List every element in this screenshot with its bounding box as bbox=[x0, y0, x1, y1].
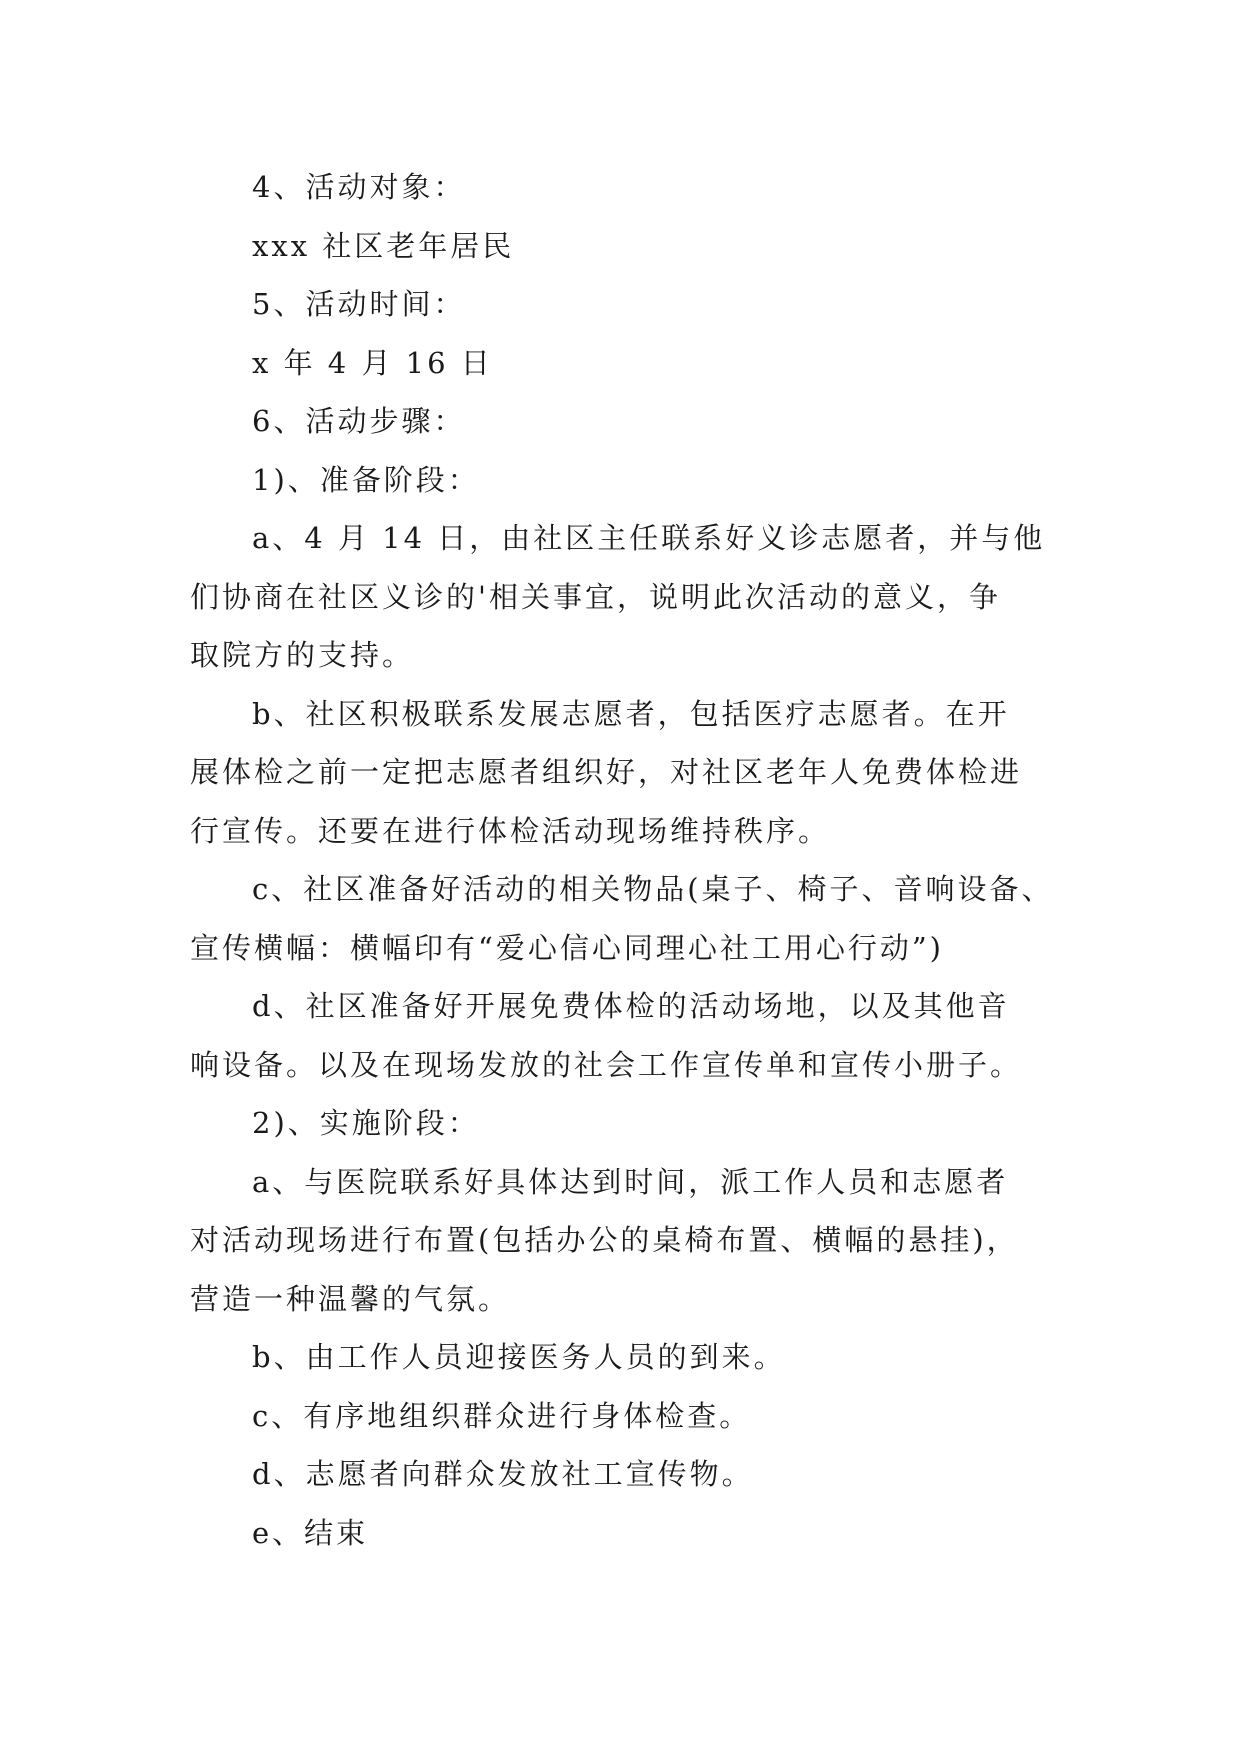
paragraph-line: a、与医院联系好具体达到时间，派工作人员和志愿者 bbox=[252, 1164, 1009, 1199]
paragraph-line: e、结束 bbox=[252, 1515, 369, 1550]
section-heading-time: 5、活动时间： bbox=[252, 287, 466, 321]
section-heading-target: 4、活动对象： bbox=[252, 170, 466, 204]
paragraph-line: xxx 社区老年居民 bbox=[252, 228, 515, 263]
paragraph-line: b、由工作人员迎接医务人员的到来。 bbox=[252, 1340, 786, 1374]
paragraph-line: c、有序地组织群众进行身体检查。 bbox=[252, 1398, 752, 1433]
paragraph-line: c、社区准备好活动的相关物品(桌子、椅子、音响设备、 bbox=[252, 872, 1054, 906]
subheading-preparation: 1)、准备阶段： bbox=[252, 462, 480, 497]
paragraph-line: a、4 月 14 日，由社区主任联系好义诊志愿者，并与他 bbox=[252, 521, 1046, 555]
paragraph-line: 们协商在社区义诊的'相关事宜，说明此次活动的意义，争 bbox=[190, 579, 1001, 614]
paragraph-line: 展体检之前一定把志愿者组织好，对社区老年人免费体检进 bbox=[190, 755, 1023, 789]
section-heading-steps: 6、活动步骤： bbox=[252, 404, 466, 438]
document-body bbox=[190, 158, 1070, 1562]
paragraph-line: 营造一种温馨的气氛。 bbox=[190, 1281, 511, 1316]
paragraph-line: d、社区准备好开展免费体检的活动场地，以及其他音 bbox=[252, 989, 1010, 1023]
paragraph-line: 对活动现场进行布置(包括办公的桌椅布置、横幅的悬挂)， bbox=[190, 1223, 1019, 1257]
paragraph-line: 行宣传。还要在进行体检活动现场维持秩序。 bbox=[190, 813, 831, 848]
paragraph-line: x 年 4 月 16 日 bbox=[252, 345, 493, 380]
paragraph-line: d、志愿者向群众发放社工宣传物。 bbox=[252, 1457, 754, 1491]
subheading-implementation: 2)、实施阶段： bbox=[252, 1106, 480, 1140]
paragraph-line: 取院方的支持。 bbox=[190, 638, 415, 672]
paragraph-line: b、社区积极联系发展志愿者，包括医疗志愿者。在开 bbox=[252, 696, 1010, 731]
paragraph-line: 响设备。以及在现场发放的社会工作宣传单和宣传小册子。 bbox=[190, 1047, 1023, 1082]
paragraph-line: 宣传横幅：横幅印有“爱心信心同理心社工用心行动”) bbox=[190, 930, 944, 965]
